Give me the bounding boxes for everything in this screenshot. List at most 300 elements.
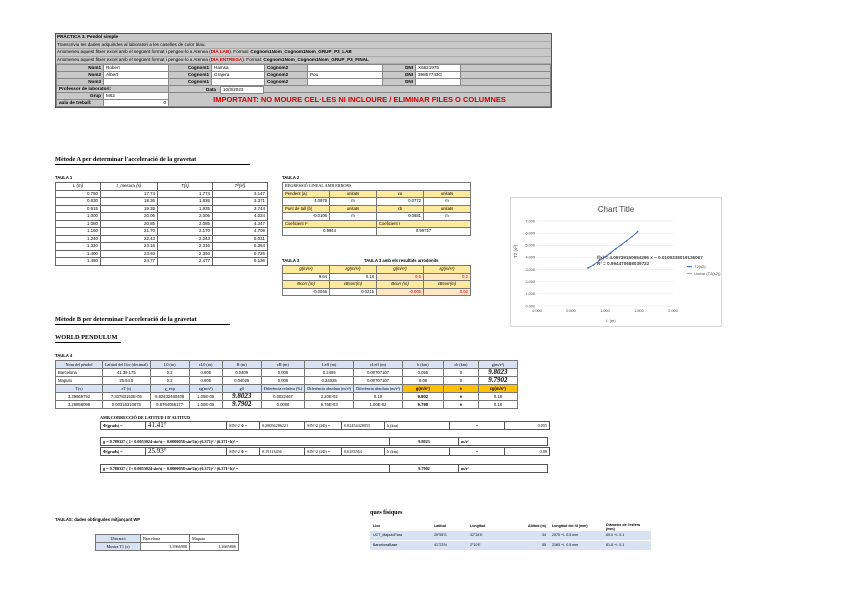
x-tick-label: 1.500	[634, 309, 644, 313]
correction-block-2	[100, 447, 550, 456]
nom-label: Nom3	[57, 79, 104, 86]
y-tick-label: 7.000	[525, 219, 535, 224]
lat-label: Φ(grads) =	[101, 448, 146, 456]
cognom2-field[interactable]	[308, 65, 383, 72]
col-header: εBcorr(m)	[424, 281, 471, 289]
r2-value: 0.9944	[283, 228, 377, 236]
pendent-unit: m	[330, 198, 377, 206]
cell[interactable]: 1.836	[158, 198, 213, 206]
instruction-line-3: Anomeneu aquest fitxer excel amb el següent format i pengeu-lo a Atenea (DIA ENTREGA). Format: Cognom1Nom_Cognom1Nom_GRUP_P3_FINAL	[56, 57, 551, 65]
student-row	[57, 65, 551, 72]
data-field[interactable]: 10/3/2023	[220, 86, 264, 94]
cell[interactable]: 1.935	[158, 205, 213, 213]
cell: 3.26858096	[56, 401, 103, 409]
col-header: Diàmetre de l'esfera (mm)	[606, 522, 641, 531]
ea-unit: m	[424, 198, 471, 206]
chart-svg	[511, 198, 721, 326]
cell[interactable]: 0.915	[56, 205, 101, 213]
table-row	[56, 258, 268, 266]
tq-title: ques físiques	[370, 510, 403, 516]
cell[interactable]: 1.240	[56, 235, 101, 243]
cell[interactable]: 2.316	[158, 243, 213, 251]
cell[interactable]: 1.320	[56, 243, 101, 251]
col-header: Latitud	[434, 524, 446, 528]
nom-field[interactable]	[104, 79, 169, 86]
data-point	[620, 244, 622, 246]
cognom2-label: Cognom2	[265, 79, 308, 86]
cell: 0.0022467	[261, 393, 305, 401]
table-row	[56, 369, 518, 377]
cell: BarcelonaBase	[373, 543, 398, 547]
cognom2-label: Cognom2	[265, 72, 308, 79]
cell: Maputo	[56, 377, 103, 385]
nom-field[interactable]: Albert	[104, 72, 169, 79]
cell[interactable]: 1.774	[158, 190, 213, 198]
cell[interactable]: 20.85	[101, 220, 158, 228]
dni-label: DNI	[383, 79, 416, 86]
col-header: Altitud (m)	[528, 524, 546, 528]
cell[interactable]: 2.393	[158, 250, 213, 258]
cell: 0.24025	[305, 377, 354, 385]
col-header: t_mesura (s)	[101, 183, 158, 191]
cell: R (m)	[222, 361, 261, 369]
cell: Leff (m)	[305, 361, 354, 369]
cognom2-field[interactable]	[308, 79, 383, 86]
x-tick-label: 0.000	[532, 309, 542, 313]
cell: 0.2	[150, 369, 189, 377]
instruction-line-2: Anomeneu aquest fitxer excel amb el següent format i pengeu-lo a Atenea (DIA LAB). Format: Cognom1Nom_Cognom1Nom_GRUP_P3_LAB	[56, 49, 551, 57]
cell: 9.790	[402, 401, 443, 409]
dni-field[interactable]: X6621975	[416, 65, 461, 72]
cell[interactable]: 3.147	[213, 190, 268, 198]
cell: 0.00707107	[354, 369, 403, 377]
cell: 0	[443, 369, 478, 377]
eb-label: εb	[377, 205, 424, 213]
x-tick-label: 2.000	[668, 309, 678, 313]
cell: Diferència absoluta (m/s²)	[354, 385, 403, 393]
taula1	[55, 182, 268, 266]
y-tick-label: 0.000	[525, 304, 535, 309]
instruction-line-1: Transcriviu les dades adquirides al laboratori a les caselles de color blau.	[56, 42, 551, 50]
cognom1-field[interactable]: Grajera	[212, 72, 265, 79]
table-row	[56, 361, 518, 369]
cognom1-field[interactable]: Hamsa	[212, 65, 265, 72]
cell: Latitud del lloc (decimal)	[103, 361, 151, 369]
sin-value: 0.19113456	[260, 448, 305, 456]
pendent-label: Pendent (a)	[283, 190, 330, 198]
cell[interactable]: 20.06	[101, 213, 158, 221]
cell[interactable]: 0.750	[56, 190, 101, 198]
cell: 0.0008	[261, 401, 305, 409]
sin-label: SIN^2 Φ =	[227, 448, 260, 456]
table-row	[56, 401, 518, 409]
col-header: εg(m/s²)	[330, 266, 377, 274]
cell: Diferència absoluta (m/s²)	[305, 385, 354, 393]
sin-label: SIN^2 Φ =	[227, 422, 260, 430]
cell: 69.0 +/- 0.1	[606, 533, 625, 537]
cell[interactable]: 1.080	[56, 220, 101, 228]
professor-row	[57, 86, 551, 93]
table-header-row	[56, 183, 268, 191]
cell[interactable]: 24.77	[101, 258, 158, 266]
cell: 1.05E-05	[189, 393, 222, 401]
cell[interactable]: 17.74	[101, 190, 158, 198]
eb-value: 0.0881	[377, 213, 424, 221]
cell[interactable]: 2.477	[158, 258, 213, 266]
data-point	[593, 264, 595, 266]
r-value: 0.99717	[377, 228, 471, 236]
table-row	[56, 250, 268, 258]
cell: 25°55'S	[434, 533, 447, 537]
cell[interactable]: 1.000	[56, 213, 101, 221]
aula-field[interactable]: 0	[104, 100, 169, 107]
cell: 32°34'E	[470, 533, 483, 537]
cell: g(m/s²)	[402, 385, 443, 393]
grup-field[interactable]: M62	[104, 93, 169, 100]
student-row	[57, 79, 551, 86]
y-tick-label: 2.000	[525, 280, 535, 285]
chart-area[interactable]	[510, 197, 722, 327]
cell: Nom del pèndol	[56, 361, 103, 369]
cell: εh (km)	[443, 361, 478, 369]
cell[interactable]: 5.726	[213, 250, 268, 258]
taula4-label: TAULA 4	[55, 353, 73, 358]
ea-value: 0.0772	[377, 198, 424, 206]
cell[interactable]: 1.160	[56, 228, 101, 236]
cell: 2°10'E	[470, 543, 481, 547]
taula1-body	[56, 190, 268, 265]
cell[interactable]: 0.830	[56, 198, 101, 206]
taulas-wp	[95, 534, 239, 551]
cell: 0.2	[150, 377, 189, 385]
taula2	[282, 182, 471, 236]
y-tick-label: 1.000	[525, 292, 535, 297]
nom-field[interactable]: Robert	[104, 65, 169, 72]
correction-block-1	[100, 421, 550, 430]
table-row	[56, 205, 268, 213]
nom-label: Nom1	[57, 65, 104, 72]
trend-r2: R² = 0.994470688039722	[597, 261, 650, 266]
cell: 0.2409	[305, 369, 354, 377]
table-row	[56, 213, 268, 221]
g-value: 9.64	[283, 273, 330, 281]
data-point	[615, 248, 617, 250]
bcorr-value: -0.0046	[283, 288, 330, 296]
y-tick-label: 5.000	[525, 243, 535, 248]
x-ticks	[532, 309, 678, 313]
cell[interactable]: 4.709	[213, 228, 268, 236]
header-block	[55, 33, 552, 108]
cell[interactable]: 5.364	[213, 243, 268, 251]
cell: εL0 (m)	[189, 361, 222, 369]
formula-2	[100, 464, 548, 473]
taula2-label: TAULA 2	[282, 175, 300, 180]
g-value: 9.7902	[390, 465, 459, 473]
col-header: Bcorr (m)	[377, 281, 424, 289]
cell: 2.20E-02	[305, 393, 354, 401]
cell: 0.18	[354, 393, 403, 401]
legend-series: T2(s2)	[694, 264, 706, 269]
dni-label: DNI	[383, 72, 416, 79]
col-header: g(m/s²)	[377, 266, 424, 274]
sin2-label: SIN^2 (2Φ) =	[305, 448, 342, 456]
cell: g_exp	[150, 385, 189, 393]
y-tick-label: 6.000	[525, 231, 535, 236]
cell: 2165 +/- 0.5 mm	[552, 543, 579, 547]
cell: UCT_MaputoPara	[373, 533, 402, 537]
cell[interactable]: 23.16	[101, 243, 158, 251]
tall-value: -0.0108	[283, 213, 330, 221]
row-label: Mostra T1 (s)	[96, 543, 141, 551]
formula-text: g = 9.780327 ( 1+ 0.0053024·sin²ϕ − 0.0000058·sin²2ϕ)·(6.371)² / (6.371+h)² =	[101, 438, 390, 446]
data-point	[631, 236, 633, 238]
cell: 0.18	[478, 393, 517, 401]
method-a-title: Mètode A per determinar l'acceleració de la gravetat	[55, 156, 250, 165]
eb-unit: m	[424, 213, 471, 221]
h-eq: =	[450, 448, 505, 456]
table-row	[56, 235, 268, 243]
units-label: unitats	[330, 190, 377, 198]
h-label: h (km)	[385, 422, 450, 430]
cell: Barcelona	[56, 369, 103, 377]
bcorr-rounded: -0.005	[377, 288, 424, 296]
cell[interactable]: 5.031	[213, 235, 268, 243]
physical-data-table	[370, 522, 651, 551]
cell: 25.54.5	[103, 377, 151, 385]
table-row	[370, 531, 651, 541]
cell[interactable]: 4.347	[213, 220, 268, 228]
cell: 0.08	[402, 377, 443, 385]
cell[interactable]: 4.024	[213, 213, 268, 221]
cell: 0.0409	[222, 369, 261, 377]
col-header: g(m/s²)	[283, 266, 330, 274]
data-point	[626, 240, 628, 242]
cell[interactable]: 3.371	[213, 198, 268, 206]
table-row	[56, 190, 268, 198]
legend-swatch-series	[687, 266, 692, 267]
formula-text: g = 9.780327 ( 1+ 0.0053024·sin²ϕ − 0.0000058·sin²2ϕ)·(6.371)² / (6.371+h)² =	[101, 465, 390, 473]
ebcorr-value: 0.0215	[330, 288, 377, 296]
cell: εT (s)	[103, 385, 151, 393]
sin-value: 0.28056286221	[260, 422, 305, 430]
cell[interactable]: 22.43	[101, 235, 158, 243]
important-notice: IMPORTANT: NO MOURE CEL·LES NI INCLOURE / ELIMINAR FILES O COLUMNES	[169, 93, 551, 107]
lat-value: 41.41°	[146, 422, 227, 430]
dni-field[interactable]: 39857743G	[416, 72, 461, 79]
data-label: Data	[206, 87, 216, 92]
data-point	[610, 252, 612, 254]
col-header: εg(m/s²)	[424, 266, 471, 274]
cell: 0.005	[189, 377, 222, 385]
cell: 9.802	[402, 393, 443, 401]
y-ticks	[525, 219, 535, 308]
cell: 3.39669792	[56, 393, 103, 401]
cognom2-label: Cognom2	[265, 65, 308, 72]
col-header: Bcorr (m)	[283, 281, 330, 289]
student-row	[57, 72, 551, 79]
data-point	[637, 231, 639, 233]
cell: εR (m)	[261, 361, 305, 369]
cell: 9.76E-03	[305, 401, 354, 409]
cell: L0 (m)	[150, 361, 189, 369]
taula1-label: TAULA 1	[55, 175, 73, 180]
cell: 0	[443, 377, 478, 385]
cell[interactable]: 6.136	[213, 258, 268, 266]
professor-label: Professor de laboratori:	[57, 86, 169, 93]
cell: ±	[443, 393, 478, 401]
cell: ±	[443, 385, 478, 393]
grup-label: Grup	[57, 93, 104, 100]
cognom2-field[interactable]: Pou	[308, 72, 383, 79]
cell: h (km)	[402, 361, 443, 369]
x-tick-label: 1.000	[600, 309, 610, 313]
dni-label: DNI	[383, 65, 416, 72]
cell: ±	[443, 401, 478, 409]
correction-title: AMB CORRECCIÓ DE LATITUD I D'ALTITUD	[100, 415, 191, 420]
g-unit: m/s²	[459, 438, 548, 446]
table-row	[56, 220, 268, 228]
cell: 41°23'N	[434, 543, 447, 547]
cell[interactable]: 2.243	[158, 235, 213, 243]
sin2-value: 0.6183564	[342, 448, 385, 456]
grup-row	[57, 93, 551, 100]
units-label: unitats	[424, 205, 471, 213]
cell[interactable]: 2.085	[158, 220, 213, 228]
col-header: T(s)	[158, 183, 213, 191]
col-header: εBcorr(m)	[330, 281, 377, 289]
cell: 9.7902	[478, 377, 517, 385]
cell: 41.39.175	[103, 369, 151, 377]
cell[interactable]: 19.35	[101, 205, 158, 213]
cell: g(m/s²)	[478, 361, 517, 369]
cell: εLeff (m)	[354, 361, 403, 369]
cell: 0.005	[261, 377, 305, 385]
barcelona-t: 3.3966988	[141, 543, 190, 551]
r-label: Coeficient r	[377, 220, 471, 228]
x-axis-label: L (m)	[606, 318, 616, 323]
cell: 34	[542, 533, 546, 537]
cell[interactable]: 1.400	[56, 250, 101, 258]
y-axis-label: T2 (s²)	[513, 244, 518, 258]
nom-label: Nom2	[57, 72, 104, 79]
legend-swatch-trend	[687, 273, 692, 274]
legend-trend: Linear (T2(s2))	[694, 271, 721, 276]
cell: 0.005	[189, 369, 222, 377]
taula4	[55, 360, 518, 409]
cognom1-label: Cognom1	[169, 72, 212, 79]
y-tick-label: 4.000	[525, 255, 535, 260]
cognom1-field[interactable]	[212, 79, 265, 86]
method-b-title: Mètode B per determinar l'acceleració de la gravetat	[55, 316, 230, 325]
h-value: 0.055	[505, 422, 550, 430]
cell: Diferència relativa (%)	[261, 385, 305, 393]
col-header: Barcelona	[141, 535, 190, 543]
sin2-label: SIN^2 (2Φ) =	[305, 422, 342, 430]
table-row	[56, 377, 518, 385]
maputo-t: 3.2685806	[190, 543, 239, 551]
cell: 0.00316310875	[103, 401, 151, 409]
taula3-title: TAULA 3 amb els resultats arrodonits	[364, 258, 439, 263]
cell: 9.82432460406	[150, 393, 189, 401]
cell: εg(m/s²)	[478, 385, 517, 393]
cell[interactable]: 2.006	[158, 213, 213, 221]
cell: 9.8764056177	[150, 401, 189, 409]
cell: 2075 +/- 0.5 mm	[552, 533, 579, 537]
cell: εg(m/s²)	[189, 385, 222, 393]
cell: 1.00E-05	[189, 401, 222, 409]
col-header: Lloc	[373, 524, 381, 528]
cell[interactable]: 1.480	[56, 258, 101, 266]
cell[interactable]: 18.36	[101, 198, 158, 206]
cell: 0.04025	[222, 377, 261, 385]
units-label: unitats	[424, 190, 471, 198]
cell[interactable]: 2.170	[158, 228, 213, 236]
aula-label: aula de treball:	[57, 100, 104, 107]
cell: 81.8 +/- 0.1	[606, 543, 625, 547]
cell: 1.00E-02	[354, 401, 403, 409]
r2-label: Coeficient r²	[283, 220, 377, 228]
student-table	[56, 64, 551, 107]
units-label: unitats	[330, 205, 377, 213]
x-tick-label: 0.500	[566, 309, 576, 313]
cell[interactable]: 23.93	[101, 250, 158, 258]
col-header: L (m)	[56, 183, 101, 191]
cell: 0.18	[478, 401, 517, 409]
col-header: Longitud del fil (mm)	[552, 524, 588, 528]
g-value: 9.8023	[390, 438, 459, 446]
chart-title: Chart Title	[597, 205, 635, 214]
ebcorr-rounded: 0.02	[424, 288, 471, 296]
dni-field[interactable]	[416, 79, 461, 86]
cell: 7.33783153E-05	[103, 393, 151, 401]
col-header: T²(s²)	[213, 183, 268, 191]
cell: 0.00707107	[354, 377, 403, 385]
cell: 0.055	[402, 369, 443, 377]
cell[interactable]: 21.70	[101, 228, 158, 236]
eg-rounded: 0.2	[424, 273, 471, 281]
sin2-value: 0.82454428055	[342, 422, 385, 430]
g-rounded: 9.6	[377, 273, 424, 281]
eg-value: 0.18	[330, 273, 377, 281]
tall-label: Punt de tall (b)	[283, 205, 330, 213]
practice-title: PRÀCTICA 3. Pendol simple	[56, 34, 551, 42]
cell: 55	[542, 543, 546, 547]
taula2-title: REGRESSIÓ LINEAL AMB ERRORS	[283, 183, 471, 191]
taula3-label: TAULA 3	[282, 258, 300, 263]
y-tick-label: 3.000	[525, 267, 535, 272]
taulas-wp-label: TAULAS: dades obtingudes mitjançant WP	[55, 517, 141, 522]
cell: 9.8023	[222, 393, 261, 401]
taula3	[282, 265, 471, 296]
table-row	[56, 243, 268, 251]
g-unit: m/s²	[459, 465, 548, 473]
lat-label: Φ(grads) =	[101, 422, 146, 430]
cognom1-label: Cognom1	[169, 65, 212, 72]
pendent-value: 4.0978	[283, 198, 330, 206]
world-pendulum-title: WORLD PENDULUM	[55, 334, 121, 343]
table-row	[56, 385, 518, 393]
h-value: 0.08	[505, 448, 550, 456]
table-row	[370, 541, 651, 551]
data-point	[587, 267, 589, 269]
table-row	[56, 228, 268, 236]
trend-equation: f(x) = 4.09739150954296 x − 0.0108338019136067	[597, 255, 703, 260]
h-label: h (km)	[385, 448, 450, 456]
cell[interactable]: 3.744	[213, 205, 268, 213]
table-row	[56, 393, 518, 401]
cell: 0.005	[261, 369, 305, 377]
cell: 9.8023	[478, 369, 517, 377]
